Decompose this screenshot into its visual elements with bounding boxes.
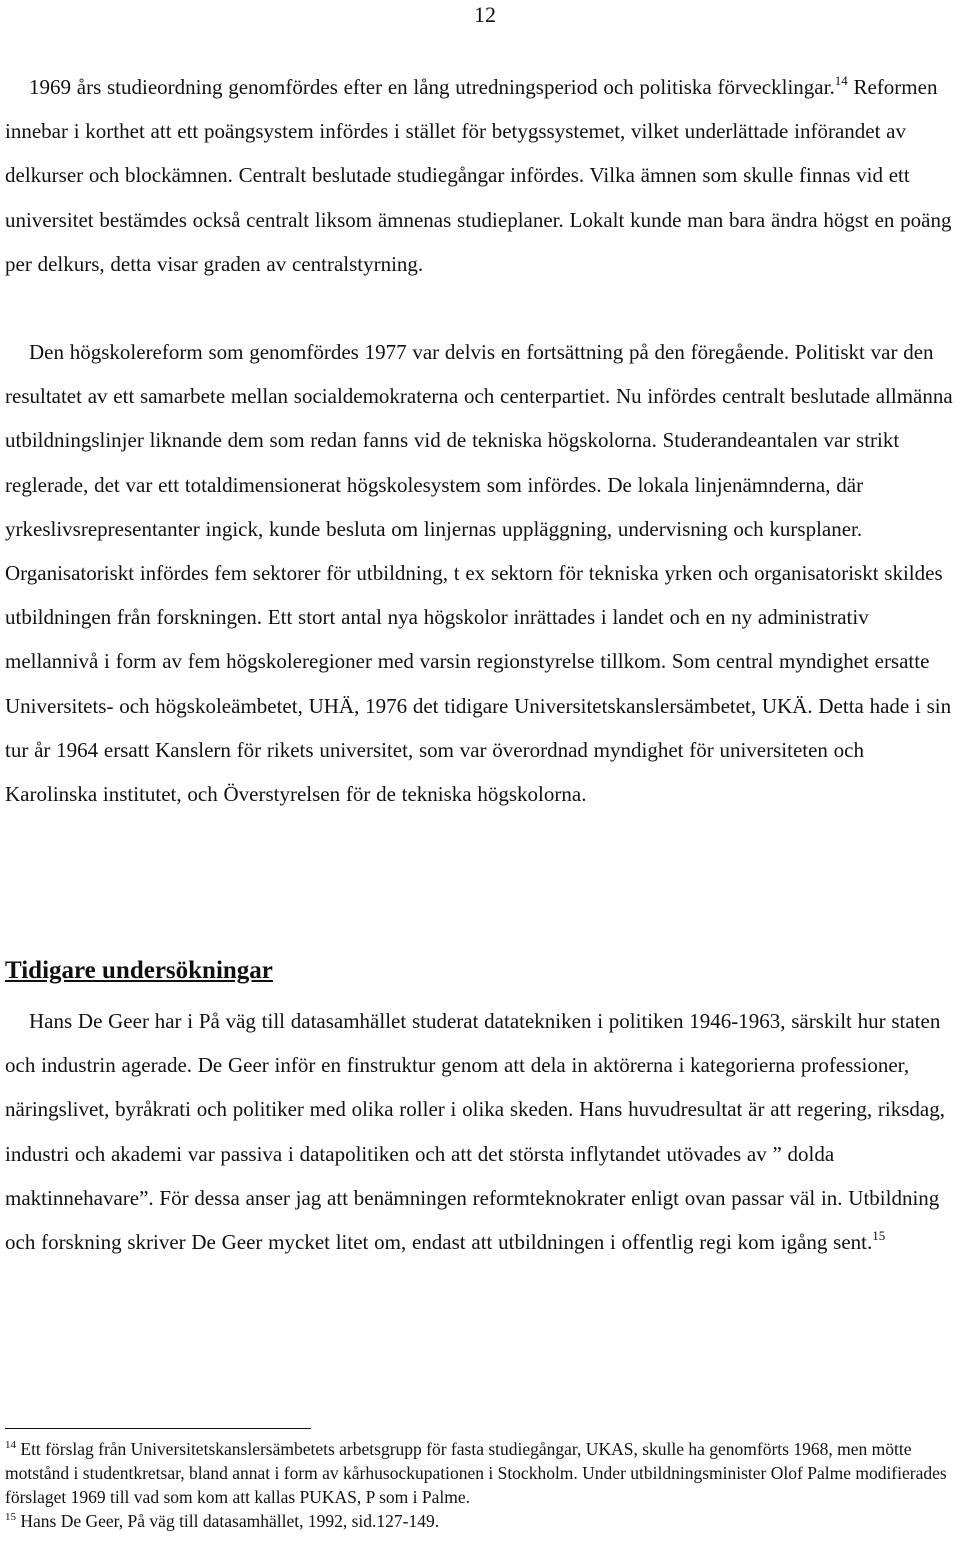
footnote-14 bbox=[5, 1437, 955, 1509]
footnote-number: 14 bbox=[5, 1439, 16, 1451]
footnote-text: Hans De Geer, På väg till datasamhället, 1992, sid.127-149. bbox=[16, 1511, 440, 1531]
page-number: 12 bbox=[474, 2, 496, 27]
footnote-ref-14[interactable]: 14 bbox=[834, 73, 848, 88]
paragraph-text: Den högskolereform som genomfördes 1977 var delvis en fortsättning på den föregående. Politiskt var den resultatet av ett samarbete mellan socialdemokraterna och centerpartiet. Nu infördes centralt beslutade allmänna utbildningslinjer liknande dem som redan fanns vid de tekniska högskolorna. Studerandeantalen var strikt reglerade, det var ett totaldimensionerat högskolesystem som infördes. De lokala linjenämnderna, där yrkeslivsrepresentanter ingick, kunde besluta om linjernas uppläggning, undervisning och kursplaner. Organisatoriskt infördes fem sektorer för utbildning, t ex sektorn för tekniska yrken och organisatoriskt skildes utbildningen från forskningen. Ett stort antal nya högskolor inrättades i landet och en ny administrativ mellannivå i form av fem högskoleregioner med varsin regionstyrelse tillkom. Som central myndighet ersatte Universitets- och högskoleämbetet, UHÄ, 1976 det tidigare Universitetskanslersämbetet, UKÄ. Detta hade i sin tur år 1964 ersatt Kanslern för rikets universitet, som var överordnad myndighet för universiteten och Karolinska institutet, och Överstyrelsen för de tekniska högskolorna. bbox=[5, 340, 953, 807]
paragraph-studieordning-1969 bbox=[5, 65, 955, 286]
footnotes bbox=[5, 1437, 955, 1533]
paragraph-text: 1969 års studieordning genomfördes efter en lång utredningsperiod och politiska förvecklingar. bbox=[29, 75, 835, 99]
paragraph-text: Reformen innebar i korthet att ett poängsystem infördes i stället för betygssystemet, vilket underlättade införandet av delkurser och blockämnen. Centralt beslutade studiegångar infördes. Vilka ämnen som skulle finnas vid ett universitet bestämdes också centralt liksom ämnenas studieplaner. Lokalt kunde man bara ändra högst en poäng per delkurs, detta visar graden av centralstyrning. bbox=[5, 75, 952, 276]
paragraph-hogskolereform-1977 bbox=[5, 330, 955, 816]
footnote-separator bbox=[5, 1428, 311, 1429]
footnote-15 bbox=[5, 1509, 955, 1533]
section-heading: Tidigare undersökningar bbox=[5, 957, 273, 984]
paragraph-de-geer bbox=[5, 999, 955, 1264]
footnote-ref-15[interactable]: 15 bbox=[872, 1228, 886, 1244]
paragraph-text: Hans De Geer har i På väg till datasamhället studerat datatekniken i politiken 1946-1963, särskilt hur staten och industrin agerade. De Geer inför en finstruktur genom att dela in aktörerna i kategorierna professioner, näringslivet, byråkrati och politiker med olika roller i olika skeden. Hans huvudresultat är att regering, riksdag, industri och akademi var passiva i datapolitiken och att det största inflytandet utövades av ” dolda maktinnehavare”. För dessa anser jag att benämningen reformteknokrater enligt ovan passar väl in. Utbildning och forskning skriver De Geer mycket litet om, endast att utbildningen i offentlig regi kom igång sent. bbox=[5, 1009, 945, 1255]
footnote-text: Ett förslag från Universitetskanslersämbetets arbetsgrupp för fasta studiegångar, UKAS, skulle ha genomförts 1968, men mötte motstånd i studentkretsar, bland annat i form av kårhusockupationen i Stockholm. Under utbildningsminister Olof Palme modifierades förslaget 1969 till vad som kom att kallas PUKAS, P som i Palme. bbox=[5, 1439, 947, 1507]
footnote-number: 15 bbox=[5, 1511, 16, 1523]
